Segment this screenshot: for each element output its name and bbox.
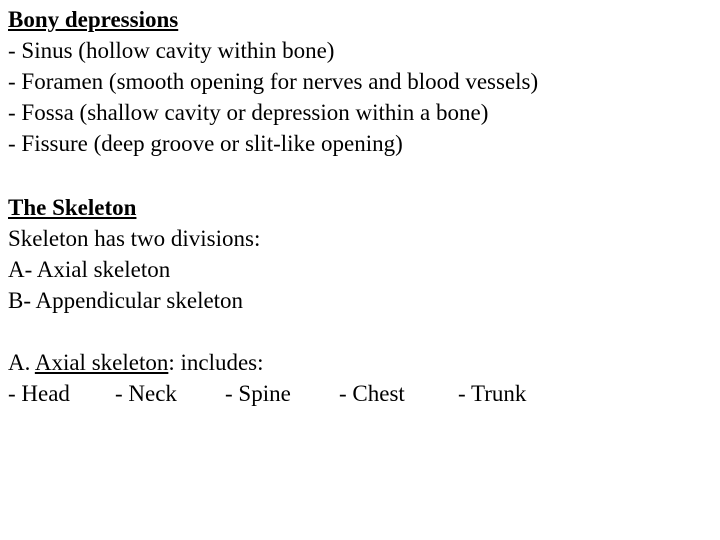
depression-item-sinus: - Sinus (hollow cavity within bone) [8, 38, 335, 63]
bony-depressions-section [8, 4, 712, 159]
depression-item-foramen: - Foramen (smooth opening for nerves and blood vessels) [8, 69, 539, 94]
bony-depressions-heading: Bony depressions [8, 7, 179, 32]
skeleton-heading: The Skeleton [8, 195, 137, 220]
axial-skeleton-heading-line [8, 347, 712, 378]
axial-parts-row [8, 378, 712, 409]
axial-skeleton-section [8, 347, 712, 409]
division-axial: A- Axial skeleton [8, 257, 171, 282]
division-appendicular: B- Appendicular skeleton [8, 288, 244, 313]
skeleton-section [8, 192, 712, 316]
axial-part-spine: - Spine [225, 381, 291, 406]
axial-part-head: - Head [8, 381, 70, 406]
axial-part-neck: - Neck [115, 381, 177, 406]
axial-prefix: A. [8, 350, 35, 375]
depression-item-fissure: - Fissure (deep groove or slit-like opening) [8, 131, 403, 156]
axial-skeleton-heading: Axial skeleton [34, 350, 169, 375]
axial-part-trunk: - Trunk [458, 381, 527, 406]
axial-suffix: : includes: [168, 350, 264, 375]
skeleton-intro: Skeleton has two divisions: [8, 226, 261, 251]
depression-item-fossa: - Fossa (shallow cavity or depression within a bone) [8, 100, 489, 125]
axial-part-chest: - Chest [339, 381, 405, 406]
